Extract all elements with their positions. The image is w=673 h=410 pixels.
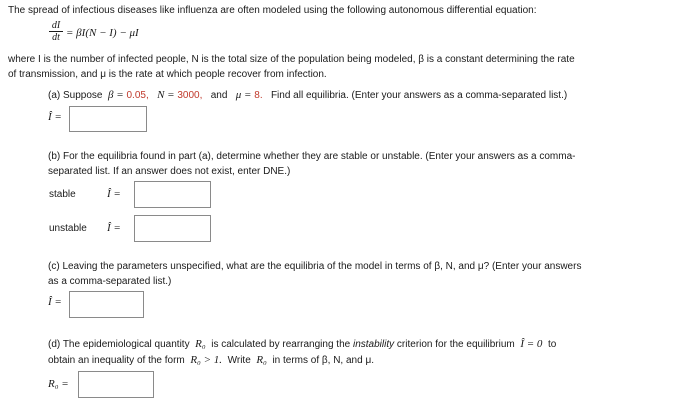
part-d-text-c: criterion for the equilibrium bbox=[396, 339, 515, 350]
stable-label: stable bbox=[49, 189, 76, 200]
part-d-text-d: to bbox=[547, 339, 557, 350]
mu-label: μ = bbox=[235, 89, 252, 101]
r0-inequality: R₀ > 1. bbox=[190, 354, 223, 366]
equilibrium-zero: Î = 0 bbox=[520, 338, 543, 350]
part-c-line2: as a comma-separated list.) bbox=[48, 276, 172, 287]
r0-symbol-2: R₀ bbox=[256, 354, 267, 366]
part-d-text-g: in terms of β, N, and μ. bbox=[272, 355, 374, 366]
part-d-answer-label: R₀ = bbox=[48, 378, 69, 390]
part-d-line1 bbox=[48, 337, 556, 352]
part-b-line2: separated list. If an answer does not exist, enter DNE.) bbox=[48, 166, 291, 177]
stable-var-label: Î = bbox=[107, 188, 121, 200]
part-a-prefix: (a) Suppose bbox=[48, 90, 103, 101]
derivative-denominator: dt bbox=[52, 32, 60, 43]
part-d-text-b: is calculated by rearranging the bbox=[211, 339, 351, 350]
part-d-text-e: obtain an inequality of the form bbox=[48, 355, 185, 366]
part-d-text-a: (d) The epidemiological quantity bbox=[48, 339, 190, 350]
stable-answer-input[interactable] bbox=[134, 181, 211, 208]
beta-value: 0.05, bbox=[126, 90, 149, 101]
unstable-label: unstable bbox=[49, 223, 87, 234]
part-b-line1: (b) For the equilibria found in part (a), determine whether they are stable or unstable. (Enter your answers as a comma- bbox=[48, 151, 576, 162]
n-label: N = bbox=[157, 89, 175, 101]
unstable-var-label: Î = bbox=[107, 222, 121, 234]
part-a-answer-input[interactable] bbox=[69, 106, 147, 132]
r0-symbol: R₀ bbox=[195, 338, 206, 350]
and-text: and bbox=[210, 90, 228, 101]
part-a-question bbox=[48, 88, 567, 103]
mu-value: 8. bbox=[254, 90, 263, 101]
where-text-line2: of transmission, and μ is the rate at which people recover from infection. bbox=[8, 69, 327, 80]
derivative-numerator: dI bbox=[51, 20, 61, 31]
part-d-answer-input[interactable] bbox=[78, 371, 154, 398]
part-a-suffix: Find all equilibria. (Enter your answers as a comma-separated list.) bbox=[270, 90, 568, 101]
n-value: 3000, bbox=[177, 90, 203, 101]
part-c-answer-label: Î = bbox=[48, 296, 62, 308]
part-a-answer-label: Î = bbox=[48, 111, 62, 123]
where-text-line1: where I is the number of infected people, N is the total size of the population being modeled, β is a constant determining the rate bbox=[8, 54, 575, 65]
intro-text: The spread of infectious diseases like influenza are often modeled using the following autonomous differential equation: bbox=[8, 5, 537, 16]
derivative-fraction bbox=[49, 21, 63, 42]
part-d-line2 bbox=[48, 353, 374, 368]
part-d-text-f: Write bbox=[227, 355, 251, 366]
instability-word: instability bbox=[353, 339, 395, 350]
unstable-answer-input[interactable] bbox=[134, 215, 211, 242]
part-c-line1: (c) Leaving the parameters unspecified, what are the equilibria of the model in terms of β, N, and μ? (Enter your answers bbox=[48, 261, 582, 272]
part-c-answer-input[interactable] bbox=[69, 291, 144, 318]
beta-label: β = bbox=[108, 89, 124, 101]
equation-rhs: = βI(N − I) − μI bbox=[66, 27, 139, 39]
